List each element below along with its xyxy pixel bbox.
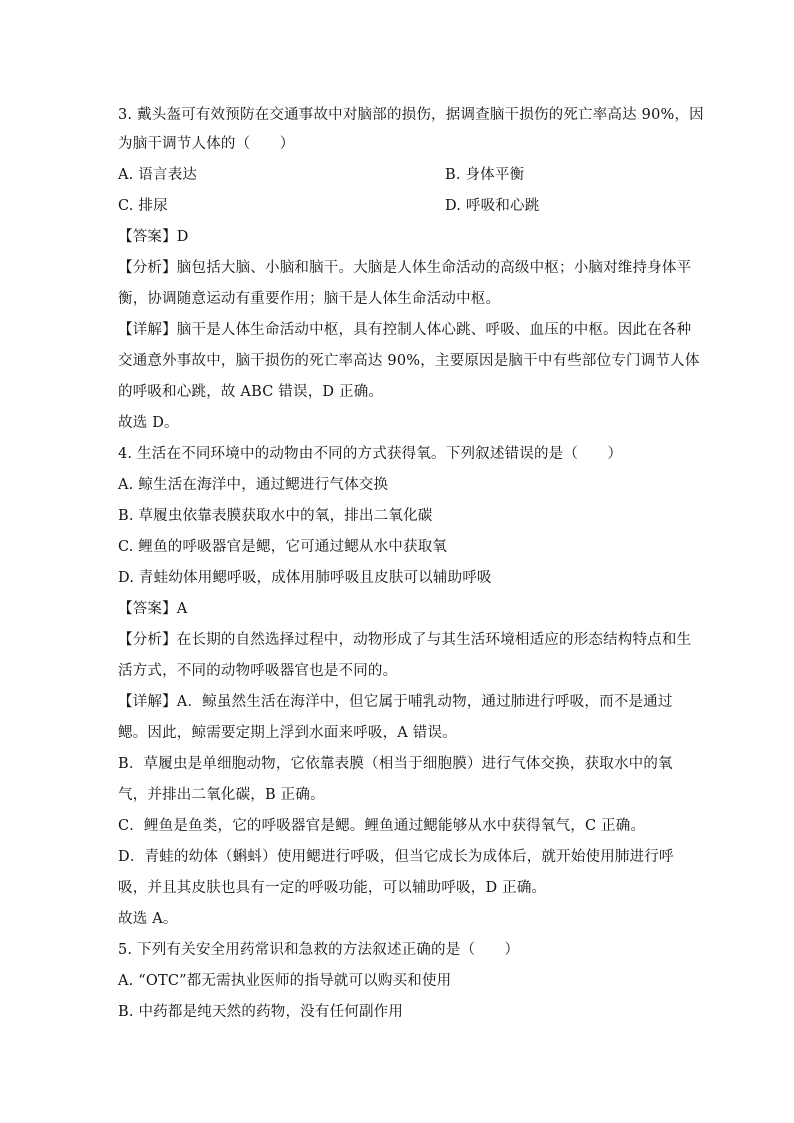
q4-detail-line7: 吸，并且其皮肤也具有一定的呼吸功能，可以辅助呼吸，D 正确。 [118,880,547,896]
q4-detail-line5: C．鲤鱼是鱼类，它的呼吸器官是鳃。鲤鱼通过鳃能够从水中获得氧气，C 正确。 [118,818,646,834]
q4-analysis-line2: 活方式，不同的动物呼吸器官也是不同的。 [118,663,398,679]
q3-choose: 故选 D。 [118,415,179,431]
q3-option-c: C. 排尿 [118,198,168,214]
q3-detail-line3: 的呼吸和心跳，故 ABC 错误，D 正确。 [118,384,384,400]
q4-detail-line3: B．草履虫是单细胞动物，它依靠表膜（相当于细胞膜）进行气体交换，获取水中的氧 [118,756,673,772]
q5-option-a: A. “OTC”都无需执业医师的指导就可以购买和使用 [118,973,452,989]
q4-option-a: A. 鲸生活在海洋中，通过鳃进行气体交换 [118,477,389,493]
q3-detail-line1: 【详解】脑干是人体生命活动中枢，具有控制人体心跳、呼吸、血压的中枢。因此在各种 [118,322,692,338]
q4-detail-line6: D．青蛙的幼体（蝌蚪）使用鳃进行呼吸，但当它成长为成体后，就开始使用肺进行呼 [118,849,674,865]
q3-analysis-line2: 衡，协调随意运动有重要作用；脑干是人体生命活动中枢。 [118,291,501,307]
q3-analysis-line1: 【分析】脑包括大脑、小脑和脑干。大脑是人体生命活动的高级中枢；小脑对维持身体平 [118,260,692,276]
q3-stem-line1: 3. 戴头盔可有效预防在交通事故中对脑部的损伤，据调查脑干损伤的死亡率高达 90%，因 [118,107,704,123]
q3-option-b: B. 身体平衡 [445,167,525,183]
q3-detail-line2: 交通意外事故中，脑干损伤的死亡率高达 90%，主要原因是脑干中有些部位专门调节人体 [118,353,700,369]
q4-option-d: D. 青蛙幼体用鳃呼吸，成体用肺呼吸且皮肤可以辅助呼吸 [118,570,492,586]
q4-detail-line4: 气，并排出二氧化碳，B 正确。 [118,787,325,803]
q4-detail-line2: 鳃。因此，鲸需要定期上浮到水面来呼吸，A 错误。 [118,725,457,741]
q4-stem: 4. 生活在不同环境中的动物由不同的方式获得氧。下列叙述错误的是（ ） [118,446,623,462]
q5-stem: 5. 下列有关安全用药常识和急救的方法叙述正确的是（ ） [118,942,520,958]
q3-option-d: D. 呼吸和心跳 [445,198,540,214]
q3-answer: 【答案】D [118,229,189,245]
q4-analysis-line1: 【分析】在长期的自然选择过程中，动物形成了与其生活环境相适应的形态结构特点和生 [118,632,692,648]
q4-answer: 【答案】A [118,601,188,617]
q5-option-b: B. 中药都是纯天然的药物，没有任何副作用 [118,1004,404,1020]
q3-stem-line2: 为脑干调节人体的（ ） [118,136,295,152]
q4-option-b: B. 草履虫依靠表膜获取水中的氧，排出二氧化碳 [118,508,433,524]
q3-option-a: A. 语言表达 [118,167,198,183]
q4-option-c: C. 鲤鱼的呼吸器官是鳃，它可通过鳃从水中获取氧 [118,539,448,555]
q4-choose: 故选 A。 [118,911,178,927]
q4-detail-line1: 【详解】A．鲸虽然生活在海洋中，但它属于哺乳动物，通过肺进行呼吸，而不是通过 [118,694,673,710]
